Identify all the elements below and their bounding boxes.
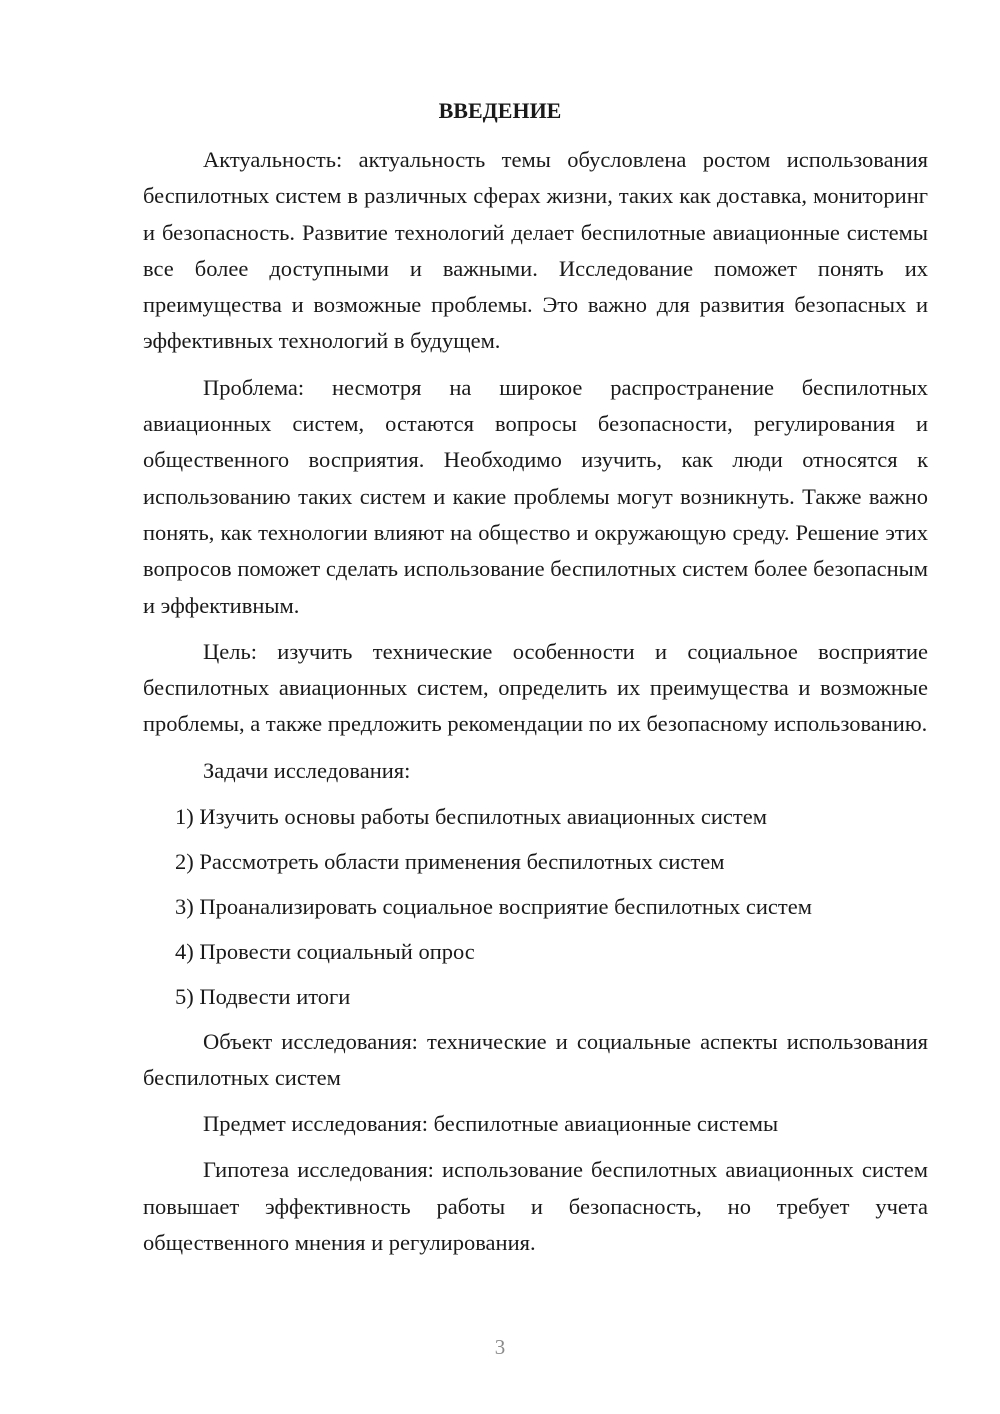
list-item: 1) Изучить основы работы беспилотных авиационных систем	[175, 804, 767, 830]
section-heading: ВВЕДЕНИЕ	[438, 98, 562, 123]
paragraph-goal: Цель: изучить технические особенности и социальное восприятие беспилотных авиационных систем, определить их преимущества и возможные проблемы, а также предложить рекомендации по их безопасному использованию.	[143, 638, 928, 737]
paragraph-tasks-heading: Задачи исследования:	[203, 757, 411, 783]
page-number: 3	[494, 1335, 506, 1359]
page-body	[143, 142, 928, 1271]
paragraph-problem: Проблема: несмотря на широкое распространение беспилотных авиационных систем, остаются вопросы безопасности, регулирования и общественного восприятия. Необходимо изучить, как люди относятся к использованию таких систем и какие проблемы могут возникнуть. Также важно понять, как технологии влияют на общество и окружающую среду. Решение этих вопросов поможет сделать использование беспилотных систем более безопасным и эффективным.	[143, 374, 928, 618]
paragraph-relevance: Актуальность: актуальность темы обусловлена ростом использования беспилотных систем в различных сферах жизни, таких как доставка, мониторинг и безопасность. Развитие технологий делает беспилотные авиационные системы все более доступными и важными. Исследование поможет понять их преимущества и возможные проблемы. Это важно для развития безопасных и эффективных технологий в будущем.	[143, 147, 928, 354]
list-item: 4) Провести социальный опрос	[175, 938, 475, 964]
paragraph-hypothesis: Гипотеза исследования: использование беспилотных авиационных систем повышает эффективность работы и безопасность, но требует учета общественного мнения и регулирования.	[143, 1157, 928, 1255]
list-item: 5) Подвести итоги	[175, 983, 351, 1009]
list-item: 2) Рассмотреть области применения беспилотных систем	[175, 848, 725, 874]
paragraph-subject: Предмет исследования: беспилотные авиационные системы	[203, 1111, 779, 1137]
paragraph-object: Объект исследования: технические и социальные аспекты использования беспилотных систем	[143, 1028, 928, 1090]
tasks-list	[143, 799, 928, 1015]
list-item: 3) Проанализировать социальное восприятие беспилотных систем	[175, 893, 812, 919]
